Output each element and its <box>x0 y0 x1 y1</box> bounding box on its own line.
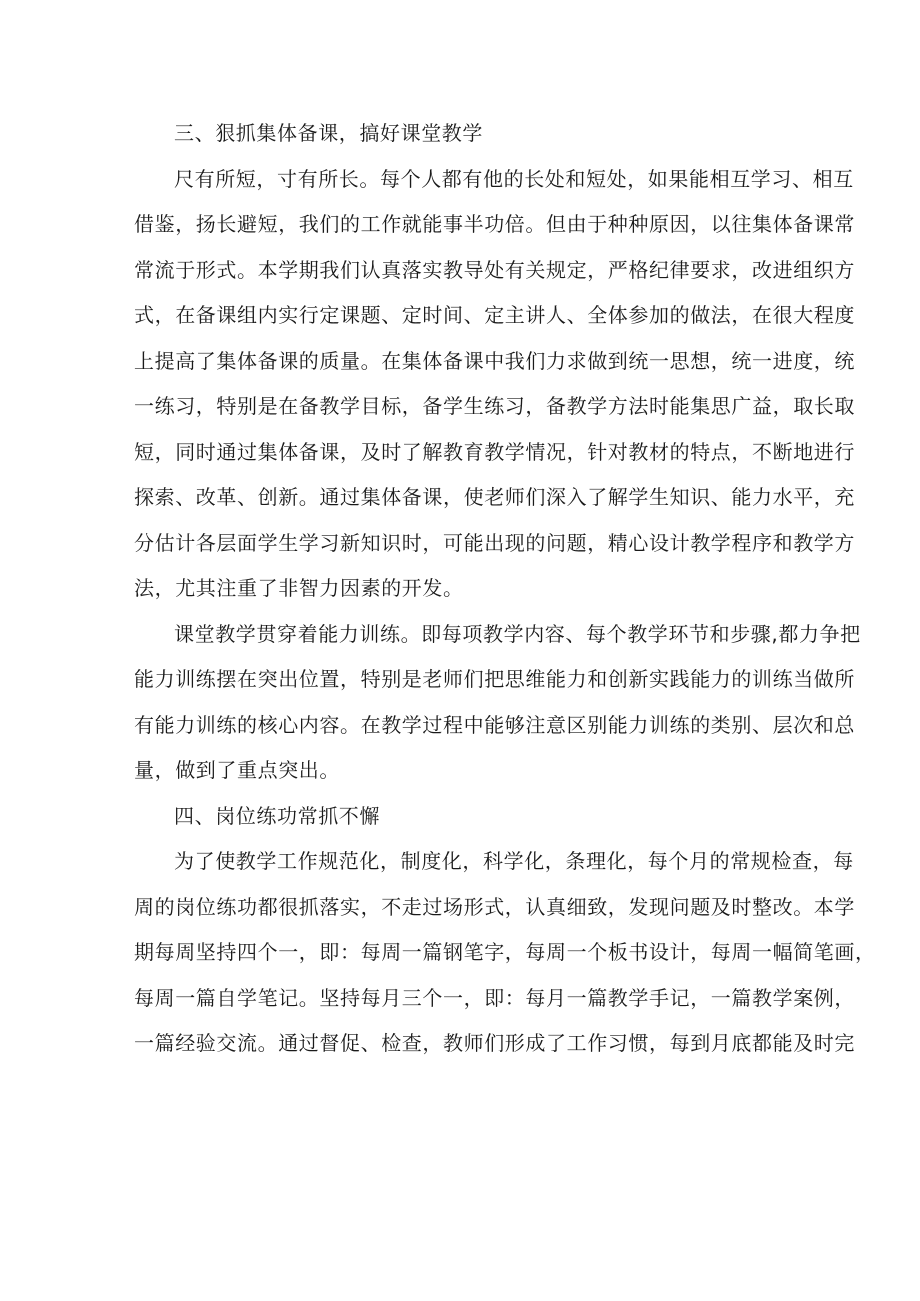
section-heading: 四、岗位练功常抓不懈 <box>174 803 380 828</box>
paragraph-line: 每周一篇自学笔记。坚持每月三个一，即：每月一篇教学手记，一篇教学案例， <box>134 985 855 1010</box>
paragraph-line: 上提高了集体备课的质量。在集体备课中我们力求做到统一思想，统一进度，统 <box>134 348 855 373</box>
document-body <box>134 111 876 1067</box>
paragraph-line: 借鉴，扬长避短，我们的工作就能事半功倍。但由于种种原因，以往集体备课常 <box>134 212 855 236</box>
paragraph-line: 一练习，特别是在备教学目标，备学生练习，备教学方法时能集思广益，取长取 <box>134 394 855 418</box>
paragraph-line: 分估计各层面学生学习新知识时，可能出现的问题，精心设计教学程序和教学方 <box>134 530 855 555</box>
paragraph-line: 有能力训练的核心内容。在教学过程中能够注意区别能力训练的类别、层次和总 <box>134 712 855 737</box>
paragraph-line: 常流于形式。本学期我们认真落实教导处有关规定，严格纪律要求，改进组织方 <box>134 257 855 282</box>
paragraph-line: 期每周坚持四个一，即：每周一篇钢笔字，每周一个板书设计，每周一幅简笔画， <box>134 940 876 964</box>
paragraph-line: 量，做到了重点突出。 <box>134 758 340 782</box>
paragraph-line: 短，同时通过集体备课，及时了解教育教学情况，针对教材的特点，不断地进行 <box>134 439 855 464</box>
paragraph-line: 周的岗位练功都很抓落实，不走过场形式，认真细致，发现问题及时整改。本学 <box>134 894 855 919</box>
paragraph-line: 课堂教学贯穿着能力训练。即每项教学内容、每个教学环节和步骤,都力争把 <box>174 621 861 646</box>
paragraph-line: 一篇经验交流。通过督促、检查，教师们形成了工作习惯，每到月底都能及时完 <box>134 1031 855 1055</box>
paragraph-line: 法，尤其注重了非智力因素的开发。 <box>134 576 464 600</box>
paragraph-line: 尺有所短，寸有所长。每个人都有他的长处和短处，如果能相互学习、相互 <box>174 166 854 191</box>
paragraph-line: 探索、改革、创新。通过集体备课，使老师们深入了解学生知识、能力水平，充 <box>134 485 855 509</box>
paragraph-line: 式，在备课组内实行定课题、定时间、定主讲人、全体参加的做法，在很大程度 <box>134 303 855 327</box>
paragraph-line: 为了使教学工作规范化，制度化，科学化，条理化，每个月的常规检查，每 <box>174 849 854 873</box>
paragraph-line: 能力训练摆在突出位置，特别是老师们把思维能力和创新实践能力的训练当做所 <box>134 667 855 691</box>
section-heading: 三、狠抓集体备课，搞好课堂教学 <box>174 121 483 145</box>
